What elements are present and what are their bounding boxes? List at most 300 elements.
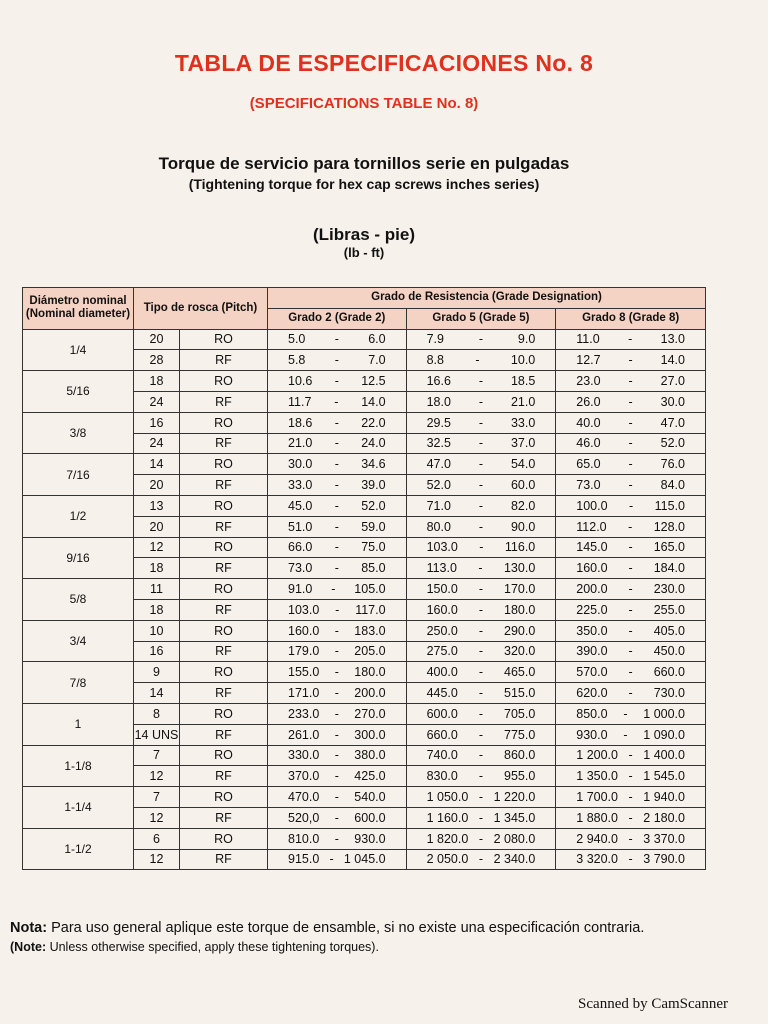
torque-max: 2 340.0 <box>493 852 536 867</box>
torque-min: 150.0 <box>426 582 458 597</box>
torque-g5-cell <box>406 599 556 620</box>
thread-type-cell: RO <box>180 787 268 808</box>
threads-per-inch-cell: 7 <box>134 745 180 766</box>
torque-min: 145.0 <box>576 540 608 555</box>
torque-max: 76.0 <box>660 457 685 472</box>
torque-max: 205.0 <box>354 644 386 659</box>
torque-min: 160.0 <box>426 602 458 617</box>
thread-type-cell: RO <box>180 412 268 433</box>
diameter-cell: 3/4 <box>23 620 134 662</box>
torque-max: 1 400.0 <box>643 748 685 763</box>
torque-g5-cell <box>406 766 556 787</box>
torque-min: 620.0 <box>576 686 608 701</box>
torque-max: 27.0 <box>660 374 685 389</box>
torque-g8-cell <box>556 620 706 641</box>
thread-type-cell: RF <box>180 807 268 828</box>
range-dash: - <box>334 498 339 513</box>
range-dash: - <box>334 686 339 701</box>
torque-min: 91.0 <box>288 582 313 597</box>
range-dash: - <box>628 457 633 472</box>
diameter-cell: 1 <box>23 703 134 745</box>
torque-g5-cell <box>406 495 556 516</box>
range-dash: - <box>478 519 484 534</box>
torque-min: 30.0 <box>288 457 313 472</box>
thread-type-cell: RF <box>180 516 268 537</box>
range-dash: - <box>623 706 628 721</box>
range-dash: - <box>478 498 484 513</box>
torque-min: 73.0 <box>576 478 601 493</box>
torque-min: 830.0 <box>426 769 458 784</box>
torque-max: 10.0 <box>510 353 536 368</box>
range-dash: - <box>478 790 484 805</box>
torque-g8-cell <box>556 787 706 808</box>
torque-min: 250.0 <box>426 623 458 638</box>
torque-g5-cell <box>406 787 556 808</box>
torque-max: 116.0 <box>504 540 536 555</box>
torque-g5-cell <box>406 433 556 454</box>
torque-g2-cell <box>268 391 407 412</box>
range-dash: - <box>478 769 484 784</box>
diameter-cell: 3/8 <box>23 412 134 454</box>
range-dash: - <box>335 602 340 617</box>
torque-max: 230.0 <box>653 582 685 597</box>
range-dash: - <box>628 769 633 784</box>
threads-per-inch-cell: 16 <box>134 641 180 662</box>
torque-max: 600.0 <box>354 810 386 825</box>
torque-max: 1 545.0 <box>643 769 685 784</box>
thread-type-cell: RO <box>180 495 268 516</box>
torque-max: 6.0 <box>368 332 386 347</box>
range-dash: - <box>478 665 484 680</box>
torque-min: 470.0 <box>288 790 320 805</box>
torque-max: 2 180.0 <box>643 810 685 825</box>
torque-g8-cell <box>556 516 706 537</box>
diameter-cell: 1/4 <box>23 329 134 371</box>
torque-g5-cell <box>406 329 556 350</box>
diameter-cell: 5/16 <box>23 371 134 413</box>
diameter-cell: 7/16 <box>23 454 134 496</box>
range-dash: - <box>334 561 339 576</box>
torque-max: 18.5 <box>510 374 536 389</box>
range-dash: - <box>475 353 480 368</box>
torque-max: 465.0 <box>504 665 536 680</box>
torque-min: 445.0 <box>426 686 458 701</box>
range-dash: - <box>628 519 633 534</box>
torque-max: 33.0 <box>510 415 536 430</box>
range-dash: - <box>628 540 633 555</box>
thread-type-cell: RF <box>180 599 268 620</box>
header-pitch: Tipo de rosca (Pitch) <box>134 288 268 330</box>
torque-max: 170.0 <box>504 582 536 597</box>
thread-type-cell: RF <box>180 558 268 579</box>
thread-type-cell: RO <box>180 745 268 766</box>
torque-max: 660.0 <box>653 665 685 680</box>
threads-per-inch-cell: 8 <box>134 703 180 724</box>
torque-max: 47.0 <box>660 415 685 430</box>
range-dash: - <box>478 394 484 409</box>
thread-type-cell: RO <box>180 537 268 558</box>
torque-g2-cell <box>268 371 407 392</box>
torque-max: 1 045.0 <box>343 852 386 867</box>
range-dash: - <box>334 810 339 825</box>
torque-max: 775.0 <box>504 727 536 742</box>
table-row <box>23 329 706 350</box>
torque-min: 915.0 <box>288 852 320 867</box>
threads-per-inch-cell: 14 UNS <box>134 724 180 745</box>
torque-min: 570.0 <box>576 665 608 680</box>
torque-g2-cell <box>268 495 407 516</box>
threads-per-inch-cell: 16 <box>134 412 180 433</box>
torque-max: 60.0 <box>510 478 536 493</box>
range-dash: - <box>334 790 339 805</box>
torque-max: 270.0 <box>354 706 386 721</box>
range-dash: - <box>628 831 633 846</box>
range-dash: - <box>334 415 339 430</box>
torque-g8-cell <box>556 724 706 745</box>
torque-max: 3 370.0 <box>643 831 685 846</box>
torque-max: 130.0 <box>503 561 536 576</box>
torque-max: 290.0 <box>504 623 536 638</box>
torque-min: 112.0 <box>576 519 607 534</box>
torque-max: 12.5 <box>361 374 386 389</box>
units-label-english: (lb - ft) <box>343 245 385 260</box>
range-dash: - <box>478 374 484 389</box>
table-row <box>23 371 706 392</box>
table-row <box>23 579 706 600</box>
torque-g2-cell <box>268 807 407 828</box>
torque-min: 5.0 <box>288 332 306 347</box>
table-row <box>23 495 706 516</box>
torque-max: 165.0 <box>653 540 685 555</box>
torque-max: 84.0 <box>660 478 685 493</box>
torque-min: 1 880.0 <box>576 810 618 825</box>
torque-max: 117.0 <box>355 602 386 617</box>
range-dash: - <box>628 332 633 347</box>
torque-max: 200.0 <box>354 686 386 701</box>
note-text: Para uso general aplique este torque de ensamble, si no existe una especificación contraria. <box>47 920 645 936</box>
thread-type-cell: RF <box>180 391 268 412</box>
diameter-cell: 1-1/8 <box>23 745 134 787</box>
torque-max: 180.0 <box>504 602 536 617</box>
thread-type-cell: RF <box>180 475 268 496</box>
range-dash: - <box>479 540 484 555</box>
range-dash: - <box>628 582 633 597</box>
torque-g8-cell <box>556 558 706 579</box>
torque-min: 16.6 <box>426 374 451 389</box>
torque-min: 26.0 <box>576 394 601 409</box>
units-label: (Libras - pie) <box>312 225 415 244</box>
torque-min: 350.0 <box>576 623 608 638</box>
range-dash: - <box>628 478 633 493</box>
torque-g5-cell <box>406 745 556 766</box>
threads-per-inch-cell: 12 <box>134 766 180 787</box>
torque-max: 380.0 <box>354 748 386 763</box>
torque-g5-cell <box>406 537 556 558</box>
torque-min: 275.0 <box>426 644 458 659</box>
torque-min: 740.0 <box>426 748 458 763</box>
range-dash: - <box>628 602 633 617</box>
thread-type-cell: RO <box>180 620 268 641</box>
torque-min: 179.0 <box>288 644 320 659</box>
torque-g2-cell <box>268 662 407 683</box>
torque-g8-cell <box>556 828 706 849</box>
threads-per-inch-cell: 24 <box>134 391 180 412</box>
thread-type-cell: RO <box>180 579 268 600</box>
torque-min: 330.0 <box>288 748 320 763</box>
torque-g5-cell <box>406 475 556 496</box>
torque-min: 51.0 <box>288 519 313 534</box>
range-dash: - <box>334 727 339 742</box>
torque-max: 13.0 <box>660 332 685 347</box>
torque-max: 705.0 <box>504 706 536 721</box>
torque-min: 1 700.0 <box>576 790 618 805</box>
torque-min: 810.0 <box>288 831 320 846</box>
range-dash: - <box>478 602 484 617</box>
torque-g5-cell <box>406 641 556 662</box>
torque-max: 14.0 <box>660 353 685 368</box>
torque-max: 128.0 <box>653 519 685 534</box>
range-dash: - <box>478 686 484 701</box>
torque-min: 1 050.0 <box>426 790 469 805</box>
table-row <box>23 787 706 808</box>
torque-min: 660.0 <box>426 727 458 742</box>
torque-min: 103.0 <box>288 602 320 617</box>
range-dash: - <box>334 706 339 721</box>
range-dash: - <box>334 519 339 534</box>
header-grade-8: Grado 8 (Grade 8) <box>556 308 706 329</box>
range-dash: - <box>628 436 633 451</box>
torque-min: 1 160.0 <box>426 810 469 825</box>
torque-g8-cell <box>556 599 706 620</box>
torque-g8-cell <box>556 537 706 558</box>
torque-min: 400.0 <box>426 665 458 680</box>
torque-max: 75.0 <box>361 540 386 555</box>
torque-min: 66.0 <box>288 540 313 555</box>
torque-g8-cell <box>556 329 706 350</box>
threads-per-inch-cell: 9 <box>134 662 180 683</box>
torque-max: 52.0 <box>660 436 685 451</box>
range-dash: - <box>628 748 633 763</box>
torque-g2-cell <box>268 558 407 579</box>
threads-per-inch-cell: 10 <box>134 620 180 641</box>
torque-min: 18.0 <box>426 394 451 409</box>
range-dash: - <box>334 769 339 784</box>
torque-g5-cell <box>406 828 556 849</box>
torque-g5-cell <box>406 724 556 745</box>
range-dash: - <box>629 498 634 513</box>
table-row <box>23 620 706 641</box>
scanner-watermark: Scanned by CamScanner <box>578 996 728 1012</box>
range-dash: - <box>334 332 339 347</box>
torque-max: 1 940.0 <box>643 790 685 805</box>
torque-min: 23.0 <box>576 374 601 389</box>
header-diameter: Diámetro nominal (Nominal diameter) <box>23 288 134 330</box>
torque-min: 390.0 <box>576 644 608 659</box>
torque-min: 930.0 <box>576 727 608 742</box>
torque-min: 850.0 <box>576 706 608 721</box>
torque-max: 930.0 <box>354 831 386 846</box>
torque-g2-cell <box>268 537 407 558</box>
torque-min: 1 820.0 <box>426 831 469 846</box>
note-spanish <box>10 920 750 936</box>
torque-min: 520,0 <box>288 810 320 825</box>
range-dash: - <box>628 415 633 430</box>
note-text-english: Unless otherwise specified, apply these tightening torques). <box>46 940 379 954</box>
range-dash: - <box>334 623 339 638</box>
torque-max: 515.0 <box>504 686 536 701</box>
table-row <box>23 412 706 433</box>
note-label: Nota: <box>10 920 48 936</box>
torque-g2-cell <box>268 620 407 641</box>
torque-max: 34.6 <box>361 457 386 472</box>
threads-per-inch-cell: 14 <box>134 683 180 704</box>
torque-max: 955.0 <box>504 769 536 784</box>
torque-min: 113.0 <box>426 561 457 576</box>
threads-per-inch-cell: 24 <box>134 433 180 454</box>
torque-g8-cell <box>556 454 706 475</box>
threads-per-inch-cell: 13 <box>134 495 180 516</box>
torque-g2-cell <box>268 454 407 475</box>
torque-min: 8.8 <box>426 353 444 368</box>
thread-type-cell: RO <box>180 703 268 724</box>
section-heading-english: (Tightening torque for hex cap screws inches series) <box>188 176 540 192</box>
range-dash: - <box>334 457 339 472</box>
range-dash: - <box>623 727 628 742</box>
torque-g8-cell <box>556 579 706 600</box>
threads-per-inch-cell: 6 <box>134 828 180 849</box>
page-subtitle: (SPECIFICATIONS TABLE No. 8) <box>249 95 479 112</box>
torque-g5-cell <box>406 807 556 828</box>
thread-type-cell: RF <box>180 849 268 870</box>
torque-g2-cell <box>268 703 407 724</box>
torque-min: 171.0 <box>288 686 320 701</box>
torque-g2-cell <box>268 787 407 808</box>
range-dash: - <box>628 644 633 659</box>
table-row <box>23 703 706 724</box>
torque-min: 370.0 <box>288 769 320 784</box>
torque-max: 24.0 <box>361 436 386 451</box>
range-dash: - <box>334 353 339 368</box>
torque-g2-cell <box>268 766 407 787</box>
thread-type-cell: RF <box>180 433 268 454</box>
torque-max: 425.0 <box>354 769 386 784</box>
torque-min: 160.0 <box>288 623 320 638</box>
torque-g8-cell <box>556 662 706 683</box>
torque-g8-cell <box>556 683 706 704</box>
torque-g2-cell <box>268 745 407 766</box>
torque-g5-cell <box>406 620 556 641</box>
range-dash: - <box>334 374 339 389</box>
torque-g8-cell <box>556 745 706 766</box>
torque-min: 2 940.0 <box>576 831 618 846</box>
table-row <box>23 828 706 849</box>
range-dash: - <box>478 748 484 763</box>
torque-min: 45.0 <box>288 498 313 513</box>
diameter-cell: 7/8 <box>23 662 134 704</box>
range-dash: - <box>478 852 484 867</box>
diameter-cell: 1-1/4 <box>23 787 134 829</box>
range-dash: - <box>478 810 484 825</box>
diameter-cell: 1/2 <box>23 495 134 537</box>
torque-max: 30.0 <box>660 394 685 409</box>
page-title: TABLA DE ESPECIFICACIONES No. 8 <box>174 50 594 76</box>
note-english <box>10 940 750 954</box>
torque-max: 21.0 <box>510 394 536 409</box>
torque-max: 180.0 <box>354 665 386 680</box>
torque-min: 18.6 <box>288 415 313 430</box>
torque-max: 82.0 <box>510 498 536 513</box>
range-dash: - <box>334 665 339 680</box>
torque-min: 155.0 <box>288 665 320 680</box>
range-dash: - <box>628 394 633 409</box>
torque-g5-cell <box>406 391 556 412</box>
torque-max: 59.0 <box>361 519 386 534</box>
range-dash: - <box>334 831 339 846</box>
torque-table <box>22 287 706 870</box>
torque-min: 80.0 <box>426 519 451 534</box>
torque-min: 100.0 <box>576 498 608 513</box>
torque-max: 450.0 <box>653 644 685 659</box>
torque-min: 65.0 <box>576 457 601 472</box>
torque-max: 1 345.0 <box>493 810 536 825</box>
torque-min: 261.0 <box>288 727 320 742</box>
torque-g2-cell <box>268 329 407 350</box>
torque-max: 22.0 <box>361 415 386 430</box>
torque-max: 184.0 <box>653 561 685 576</box>
torque-g5-cell <box>406 350 556 371</box>
torque-g2-cell <box>268 724 407 745</box>
torque-g8-cell <box>556 641 706 662</box>
torque-min: 7.9 <box>426 332 444 347</box>
range-dash: - <box>478 706 484 721</box>
torque-g2-cell <box>268 433 407 454</box>
torque-min: 71.0 <box>426 498 451 513</box>
thread-type-cell: RF <box>180 350 268 371</box>
table-row <box>23 454 706 475</box>
torque-min: 10.6 <box>288 374 313 389</box>
thread-type-cell: RF <box>180 683 268 704</box>
torque-min: 11.0 <box>576 332 600 347</box>
range-dash: - <box>478 582 484 597</box>
range-dash: - <box>628 374 633 389</box>
torque-min: 225.0 <box>576 602 608 617</box>
torque-min: 12.7 <box>576 353 601 368</box>
torque-g8-cell <box>556 371 706 392</box>
torque-max: 730.0 <box>653 686 685 701</box>
threads-per-inch-cell: 12 <box>134 807 180 828</box>
torque-g5-cell <box>406 703 556 724</box>
torque-g2-cell <box>268 599 407 620</box>
range-dash: - <box>334 540 339 555</box>
diameter-cell: 1-1/2 <box>23 828 134 870</box>
range-dash: - <box>478 457 484 472</box>
range-dash: - <box>628 686 633 701</box>
torque-g2-cell <box>268 412 407 433</box>
torque-g8-cell <box>556 412 706 433</box>
torque-g5-cell <box>406 683 556 704</box>
range-dash: - <box>628 810 633 825</box>
torque-min: 1 350.0 <box>576 769 618 784</box>
torque-max: 405.0 <box>653 623 685 638</box>
torque-g5-cell <box>406 454 556 475</box>
range-dash: - <box>478 831 484 846</box>
torque-g8-cell <box>556 766 706 787</box>
torque-max: 52.0 <box>361 498 386 513</box>
torque-min: 11.7 <box>288 394 312 409</box>
threads-per-inch-cell: 11 <box>134 579 180 600</box>
range-dash: - <box>331 582 336 597</box>
torque-max: 320.0 <box>504 644 536 659</box>
